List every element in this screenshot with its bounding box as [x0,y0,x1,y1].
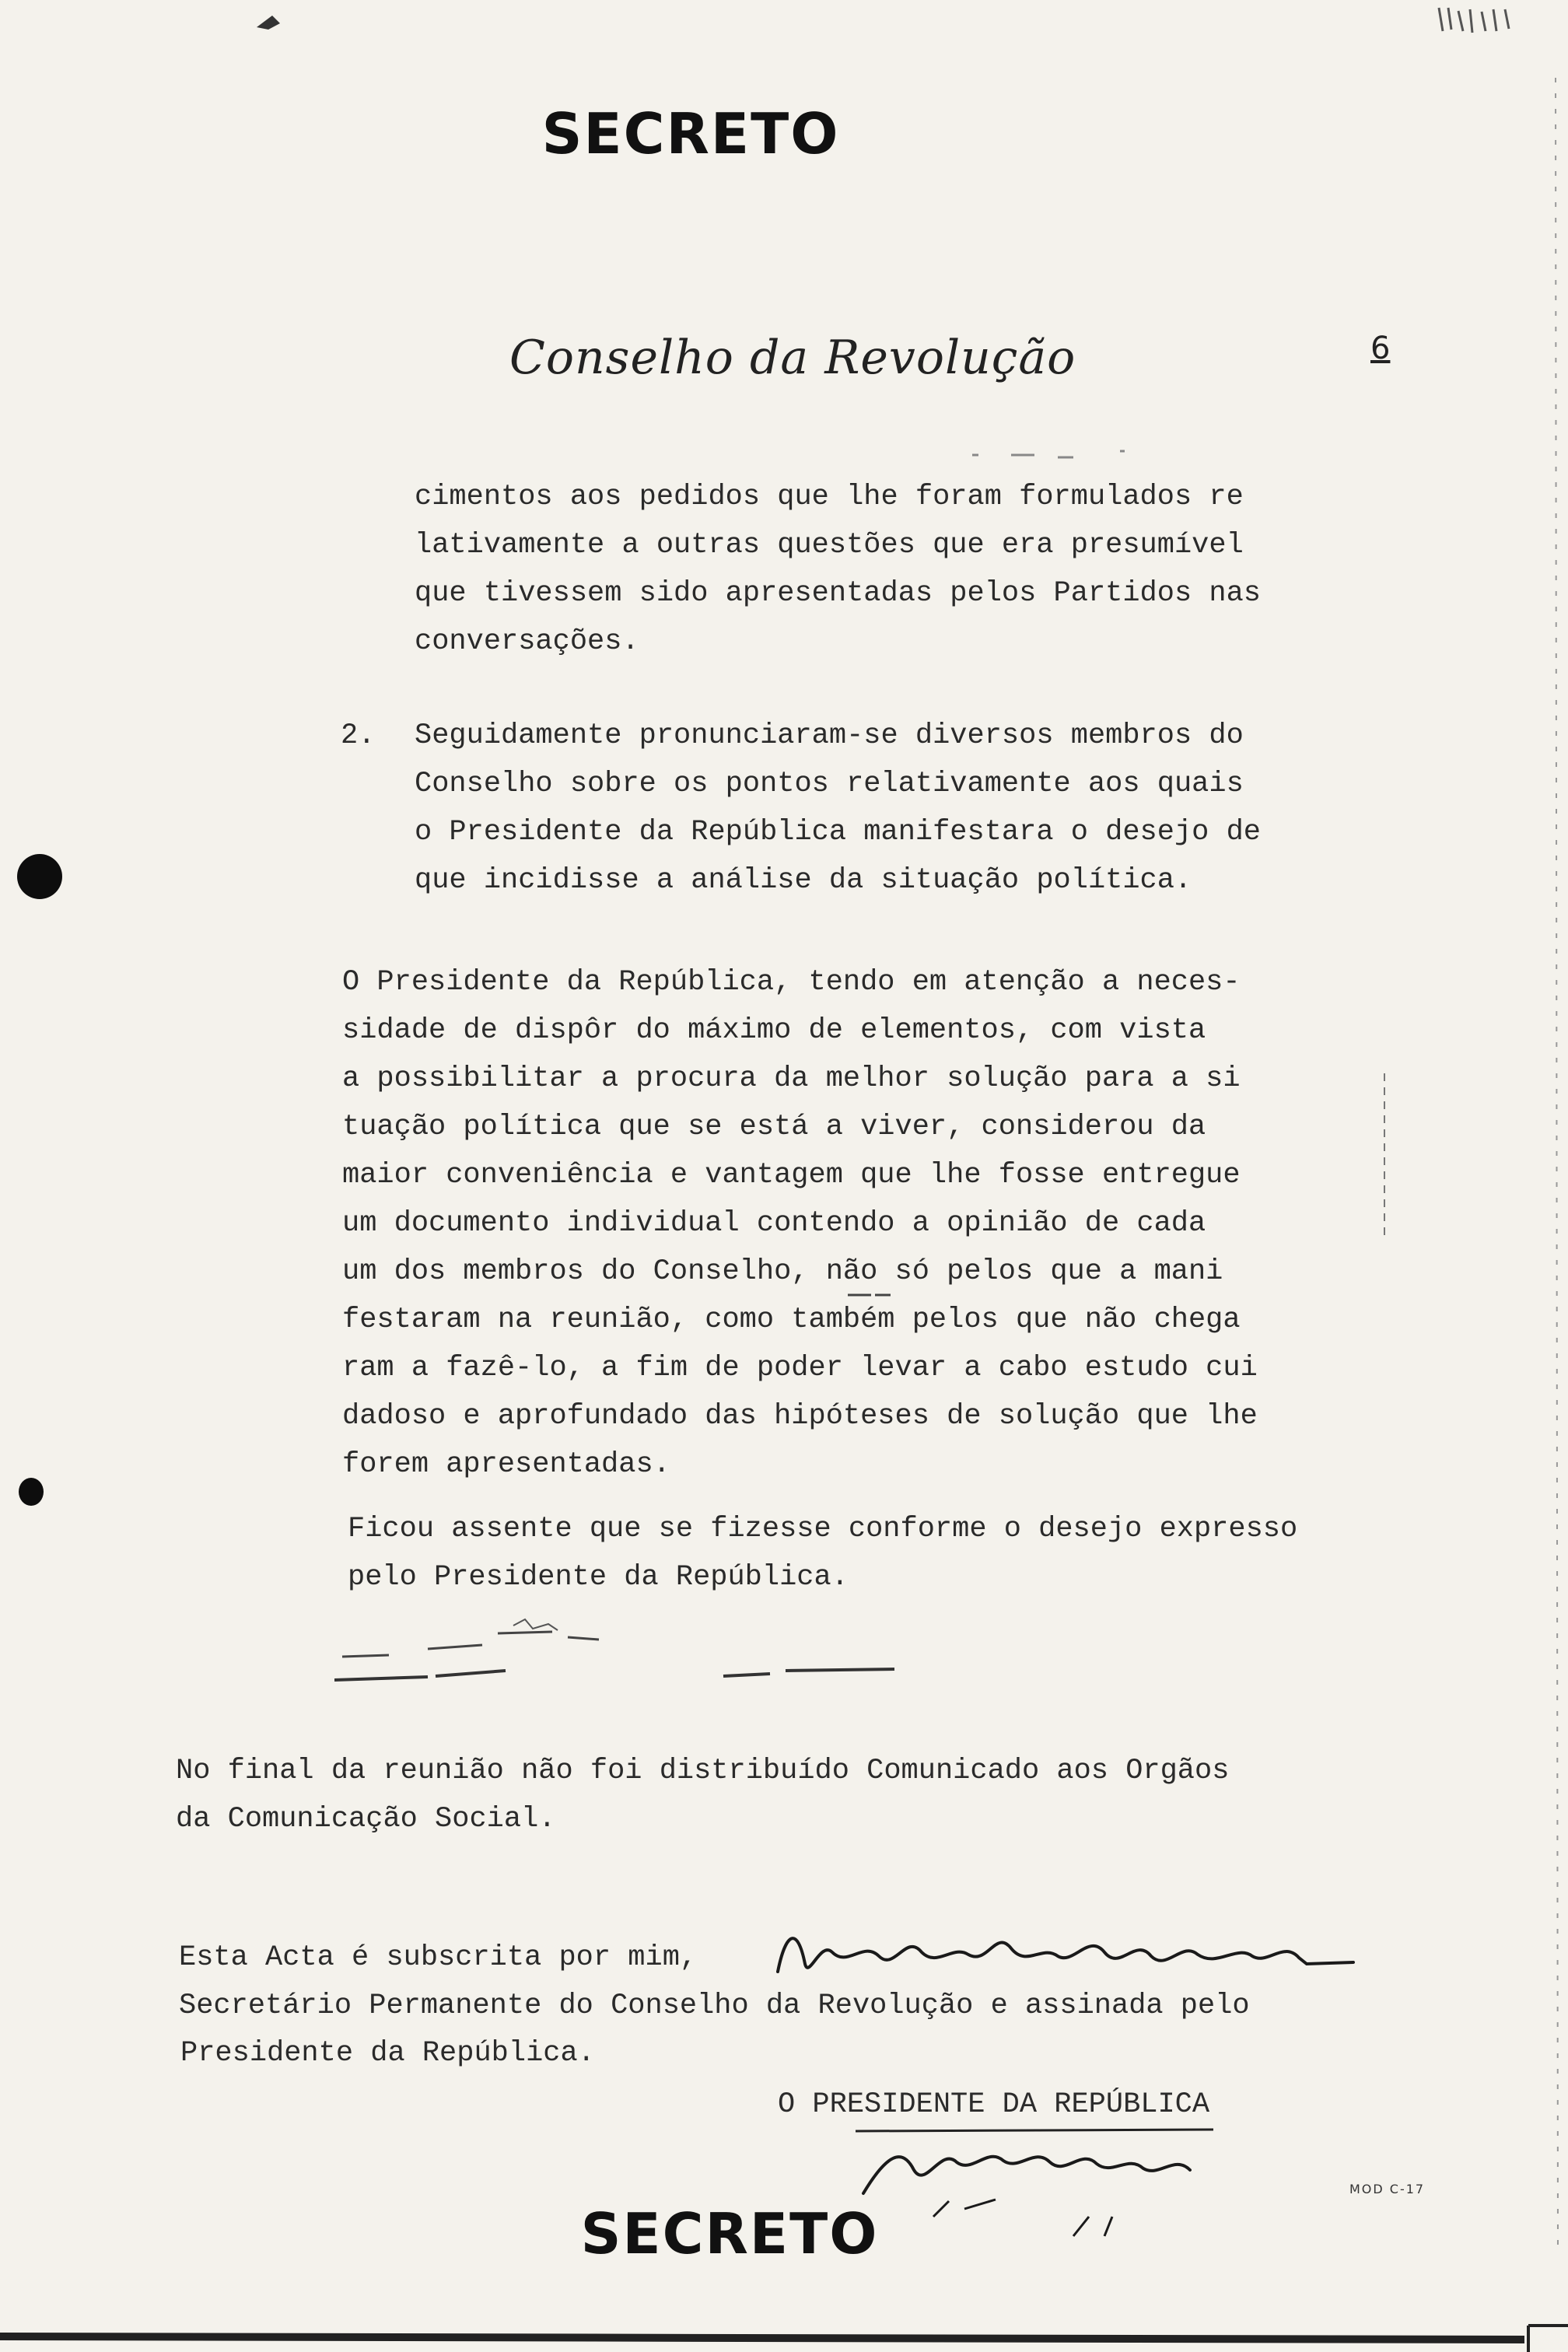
letterhead: Conselho da Revolução [509,331,1076,385]
smudge-marks [334,1602,957,1696]
signature-line-secretary: Esta Acta é subscrita por mim, [179,1941,698,1974]
page-number: 6 [1370,331,1391,366]
paragraph-agreement: Ficou assente que se fizesse conforme o desejo expresso pelo Presidente da República. [348,1513,1298,1594]
signature-line-president: Presidente da República. [180,2037,595,2070]
signature-line-role: Secretário Permanente do Conselho da Revolução e assinada pelo [179,1990,1250,2022]
secret-classification-stamp-top: SECRETO [541,101,840,166]
item-number: 2. [341,719,376,752]
secret-classification-stamp-bottom: SECRETO [580,2201,879,2266]
paragraph-communique: No final da reunião não foi distribuído Comunicado aos Orgãos da Comunicação Social. [176,1755,1230,1836]
form-code: MOD C-17 [1349,2182,1426,2196]
paragraph-president-decision: O Presidente da República, tendo em atenção a neces- sidade de dispôr do máximo de elementos, com vista a possibilitar a procura da melhor solução para a si tuação política que se está a viver, considerou da maior conveniência e vantagem que lhe fosse entregue um documento individual contendo a opinião de cada um dos membros do Conselho, não só pelos que a mani festaram na reunião, como também pelos que não chega ram a fazê-lo, a fim de poder levar a cabo estudo cui dadoso e aprofundado das hipóteses de solução que lhe forem apresentadas. [342,966,1258,1481]
punch-hole [19,1478,44,1506]
punch-hole [17,854,62,899]
president-title: O PRESIDENTE DA REPÚBLICA [778,2088,1210,2121]
paragraph-item-2: Seguidamente pronunciaram-se diversos membros do Conselho sobre os pontos relativamente aos quais o Presidente da República manifestara o desejo de que incidisse a análise da situação política. [415,719,1261,897]
paragraph-continuation: cimentos aos pedidos que lhe foram formulados re lativamente a outras questões que era presumível que tivessem sido apresentadas pelos Partidos nas conversações. [415,481,1261,658]
